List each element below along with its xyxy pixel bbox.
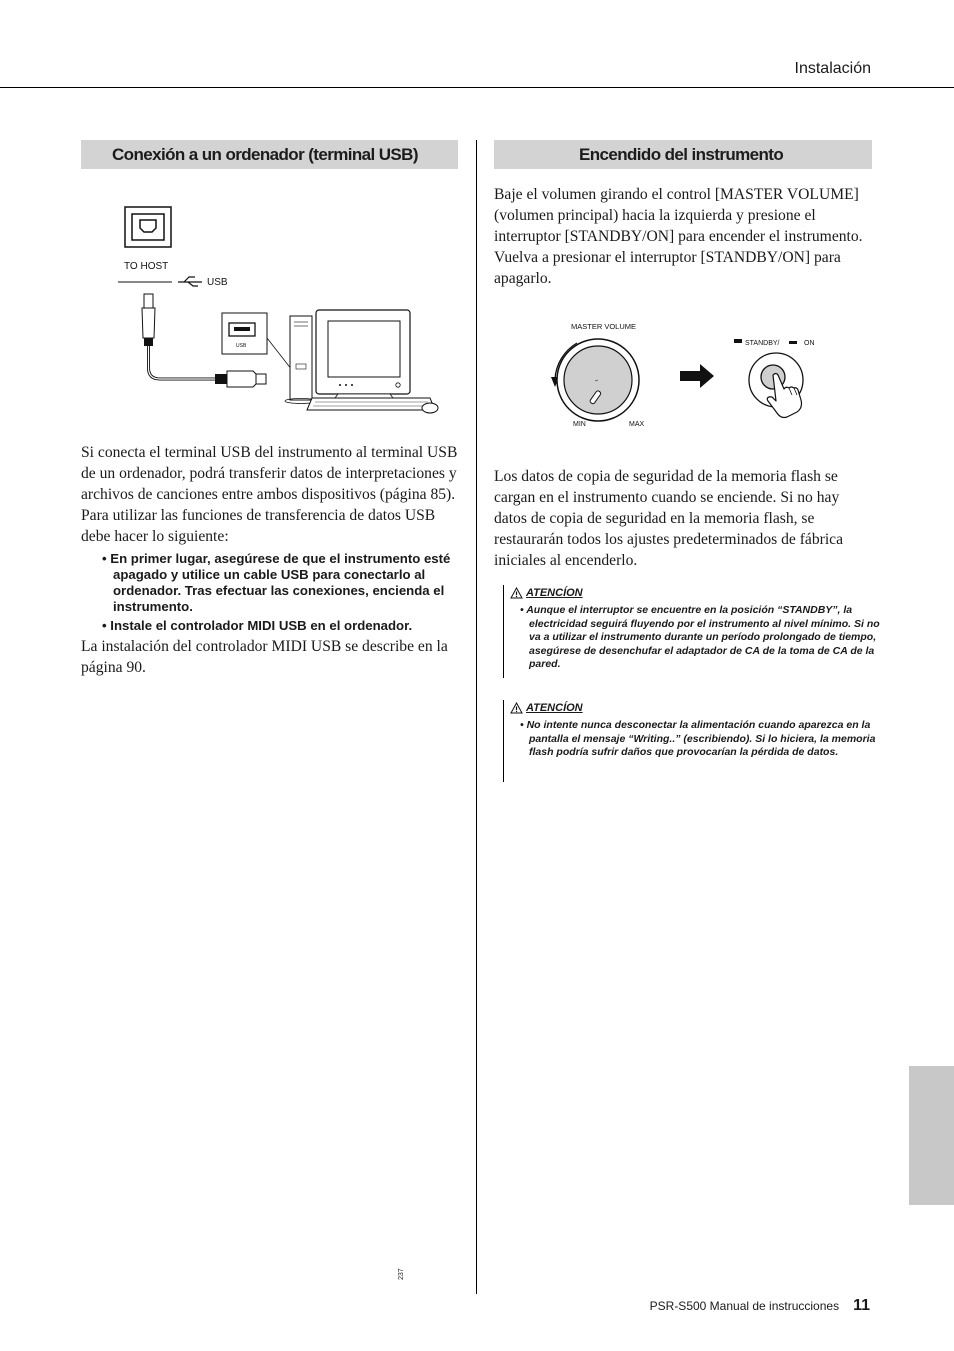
power-section-heading: Encendido del instrumento bbox=[494, 140, 872, 169]
on-label: ON bbox=[804, 340, 815, 347]
footer-manual-title: PSR-S500 Manual de instrucciones bbox=[649, 1299, 840, 1313]
header-rule bbox=[0, 87, 954, 88]
master-volume-label: MASTER VOLUME bbox=[571, 322, 637, 331]
next-step-arrow bbox=[680, 364, 714, 388]
power-figure bbox=[535, 315, 825, 435]
usb-section-heading: Conexión a un ordenador (terminal USB) bbox=[81, 140, 458, 169]
caution-text: • No intente nunca desconectar la alimentación cuando aparezca en la pantalla el mensaje “Writing..” (escribiendo). Si lo hiciera, la memoria flash podría sufrir daños que provocarían la pérdida de datos. bbox=[520, 719, 876, 758]
to-host-label: TO HOST bbox=[124, 261, 169, 272]
usb-step-1: • En primer lugar, asegúrese de que el instrumento esté apagado y utilice un cable USB para conectarlo al ordenador. Tras efectuar las conexiones, encienda el instrumento. bbox=[102, 551, 451, 614]
usb-steps-list bbox=[102, 551, 462, 637]
caution-box-standby bbox=[503, 585, 880, 678]
usb-connection-figure bbox=[110, 198, 450, 418]
page-footer bbox=[650, 1297, 870, 1315]
standby-label: STANDBY/ bbox=[745, 340, 780, 347]
port-label: USB bbox=[236, 343, 247, 349]
page-code: 237 bbox=[398, 1268, 405, 1280]
caution-box-writing bbox=[503, 700, 880, 782]
caution-title: ATENCÍON bbox=[526, 702, 583, 714]
power-on-paragraph: Baje el volumen girando el control [MASTER VOLUME] (volumen principal) hacia la izquierda y presione el interruptor [STANDBY/ON] para encender el instrumento. Vuelva a presionar el interruptor [STANDBY/ON] para apagarlo. bbox=[494, 186, 863, 287]
min-label: MIN bbox=[573, 421, 586, 428]
computer-mouse bbox=[422, 403, 438, 413]
max-label: MAX bbox=[629, 421, 645, 428]
caution-title: ATENCÍON bbox=[526, 587, 583, 599]
usb-trident-icon bbox=[178, 277, 202, 286]
usb-label: USB bbox=[207, 277, 228, 288]
computer-tower bbox=[290, 316, 312, 400]
header-section-title: Instalación bbox=[794, 60, 871, 77]
warning-triangle-icon bbox=[510, 702, 523, 714]
chapter-side-tab bbox=[909, 1066, 954, 1205]
usb-driver-paragraph: La instalación del controlador MIDI USB se describe en la página 90. bbox=[81, 638, 448, 676]
backup-paragraph: Los datos de copia de seguridad de la memoria flash se cargan en el instrumento cuando se enciende. Si no hay datos de copia de seguridad en la memoria flash, se restaurarán todos los ajustes predeterminados de fábrica iniciales al encenderlo. bbox=[494, 468, 843, 569]
usb-step-2: • Instale el controlador MIDI USB en el ordenador. bbox=[102, 618, 413, 633]
column-divider bbox=[476, 140, 477, 1294]
warning-triangle-icon bbox=[510, 587, 523, 599]
usb-intro-paragraph: Si conecta el terminal USB del instrumento al terminal USB de un ordenador, podrá transferir datos de interpretaciones y archivos de canciones entre ambos dispositivos (página 85). Para utilizar las funciones de transferencia de datos USB debe hacer lo siguiente: bbox=[81, 444, 458, 545]
caution-text: • Aunque el interruptor se encuentre en la posición “STANDBY”, la electricidad seguirá fluyendo por el instrumento al nivel mínimo. Si no va a utilizar el instrumento durante un período prolongado de tiempo, asegúrese de desenchufar el adaptador de CA de la toma de CA de la pared. bbox=[520, 604, 880, 670]
page-number: 11 bbox=[853, 1297, 870, 1314]
